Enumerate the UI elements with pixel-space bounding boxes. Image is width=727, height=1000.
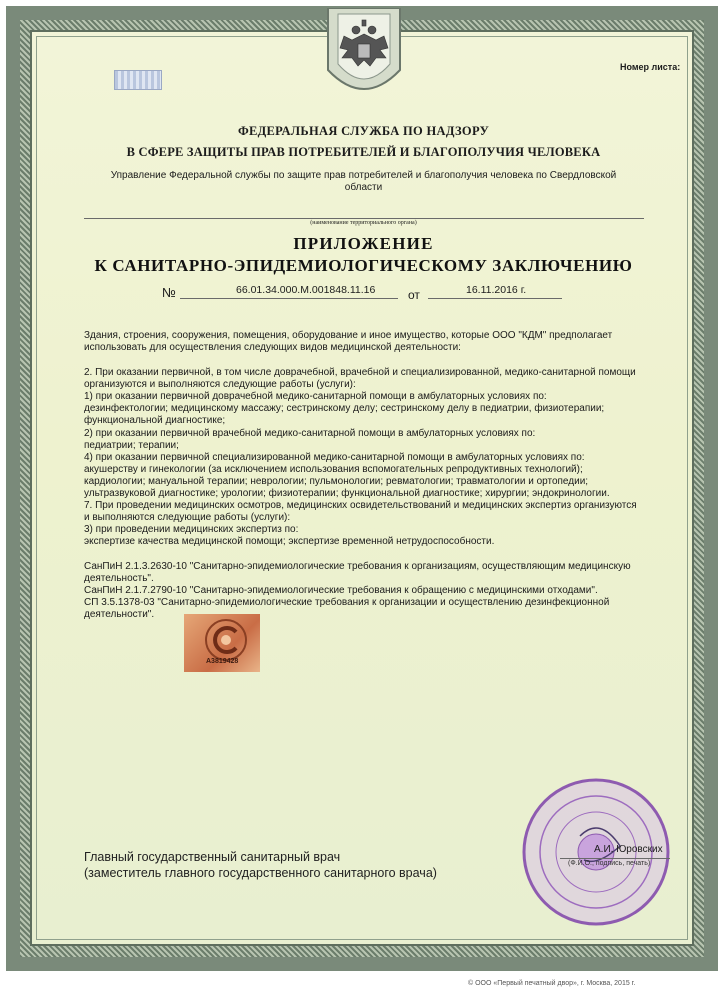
body-line: экспертизе качества медицинской помощи; экспертизе временной нетрудоспособности. — [84, 536, 495, 547]
signatory-title: Главный государственный санитарный врач — [84, 850, 341, 864]
agency-line-2: В СФЕРЕ ЗАЩИТЫ ПРАВ ПОТРЕБИТЕЛЕЙ И БЛАГОПОЛУЧИЯ ЧЕЛОВЕКА — [126, 145, 601, 159]
conclusion-number: 66.01.34.000.М.001848.11.16 — [236, 284, 376, 296]
body-line: дезинфектологии; медицинскому массажу; сестринскому делу; сестринскому делу в педиатрии, физиотерапии; — [84, 403, 605, 414]
norm-line: СанПиН 2.1.3.2630-10 "Санитарно-эпидемиологические требования к организациям, осуществляющим медицинскую — [84, 561, 631, 572]
norm-line: деятельности". — [84, 609, 155, 620]
body-line: 3) при проведении медицинских экспертиз по: — [84, 524, 299, 535]
norm-line: СанПиН 2.1.7.2790-10 "Санитарно-эпидемиологические требования к обращению с медицинскими отходами". — [84, 585, 598, 596]
title-line-2: К САНИТАРНО-ЭПИДЕМИОЛОГИЧЕСКОМУ ЗАКЛЮЧЕНИЮ — [94, 256, 633, 275]
body-line: функциональной диагностике; — [84, 415, 226, 426]
norm-line: СП 3.5.1378-03 "Санитарно-эпидемиологические требования к организации и осуществлению дезинфекционной — [84, 597, 610, 608]
hologram-sticker — [184, 614, 260, 672]
conclusion-date: 16.11.2016 г. — [466, 284, 527, 296]
body-line: 4) при оказании первичной специализированной медико-санитарной помощи в амбулаторных условиях по: — [84, 452, 585, 463]
body-line: кардиологии; мануальной терапии; неврологии; пульмонологии; ревматологии; травматологии и ортопедии; — [84, 476, 589, 487]
number-label: № — [162, 285, 176, 300]
coat-of-arms-emblem — [318, 8, 410, 100]
body-line: использовать для осуществления следующих видов медицинской деятельности: — [84, 342, 461, 353]
signatory-title-sub: (заместитель главного государственного санитарного врача) — [84, 866, 437, 880]
body-line: и выполняются следующие работы (услуги): — [84, 512, 291, 523]
hologram-strip — [114, 70, 162, 90]
signatory-name: А.И. Юровских — [594, 844, 663, 855]
agency-line-1: ФЕДЕРАЛЬНАЯ СЛУЖБА ПО НАДЗОРУ — [237, 124, 490, 138]
department-line-1: Управление Федеральной службы по защите прав потребителей и благополучия человека по Свердловской — [110, 170, 617, 181]
body-line: 7. При проведении медицинских осмотров, медицинских освидетельствований и медицинских экспертиз организуются — [84, 500, 637, 511]
number-underline — [180, 298, 398, 299]
body-line: ультразвуковой диагностике; урологии; физиотерапии; функциональной диагностике; хирургии; эндокринологии. — [84, 488, 610, 499]
body-line: акушерству и гинекологии (за исключением использования вспомогательных репродуктивных технологий); — [84, 464, 583, 475]
department-underline — [84, 218, 644, 219]
from-label: от — [408, 288, 420, 302]
title-line-1: ПРИЛОЖЕНИЕ — [293, 234, 434, 253]
body-line: педиатрии; терапии; — [84, 440, 179, 451]
norm-line: деятельность". — [84, 573, 154, 584]
hologram-number: А3819428 — [206, 658, 239, 665]
sheet-number-label: Номер листа: — [620, 62, 681, 72]
signature-underline — [560, 858, 670, 859]
body-line: организуются и выполняются следующие работы (услуги): — [84, 379, 356, 390]
body-line: 2) при оказании первичной врачебной медико-санитарной помощи в амбулаторных условиях по: — [84, 428, 536, 439]
department-caption: (наименование территориального органа) — [310, 220, 417, 226]
printer-note: © ООО «Первый печатный двор», г. Москва, 2015 г. — [468, 980, 636, 987]
date-underline — [428, 298, 562, 299]
body-line: 1) при оказании первичной доврачебной медико-санитарной помощи в амбулаторных условиях по: — [84, 391, 547, 402]
department-line-2: области — [344, 182, 383, 193]
signature-caption: (Ф.И.О., подпись, печать) — [568, 860, 651, 867]
body-line: 2. При оказании первичной, в том числе доврачебной, врачебной и специализированной, медико-санитарной помощи — [84, 367, 636, 378]
body-line: Здания, строения, сооружения, помещения, оборудование и иное имущество, которые ООО "КДМ" предполагает — [84, 330, 613, 341]
